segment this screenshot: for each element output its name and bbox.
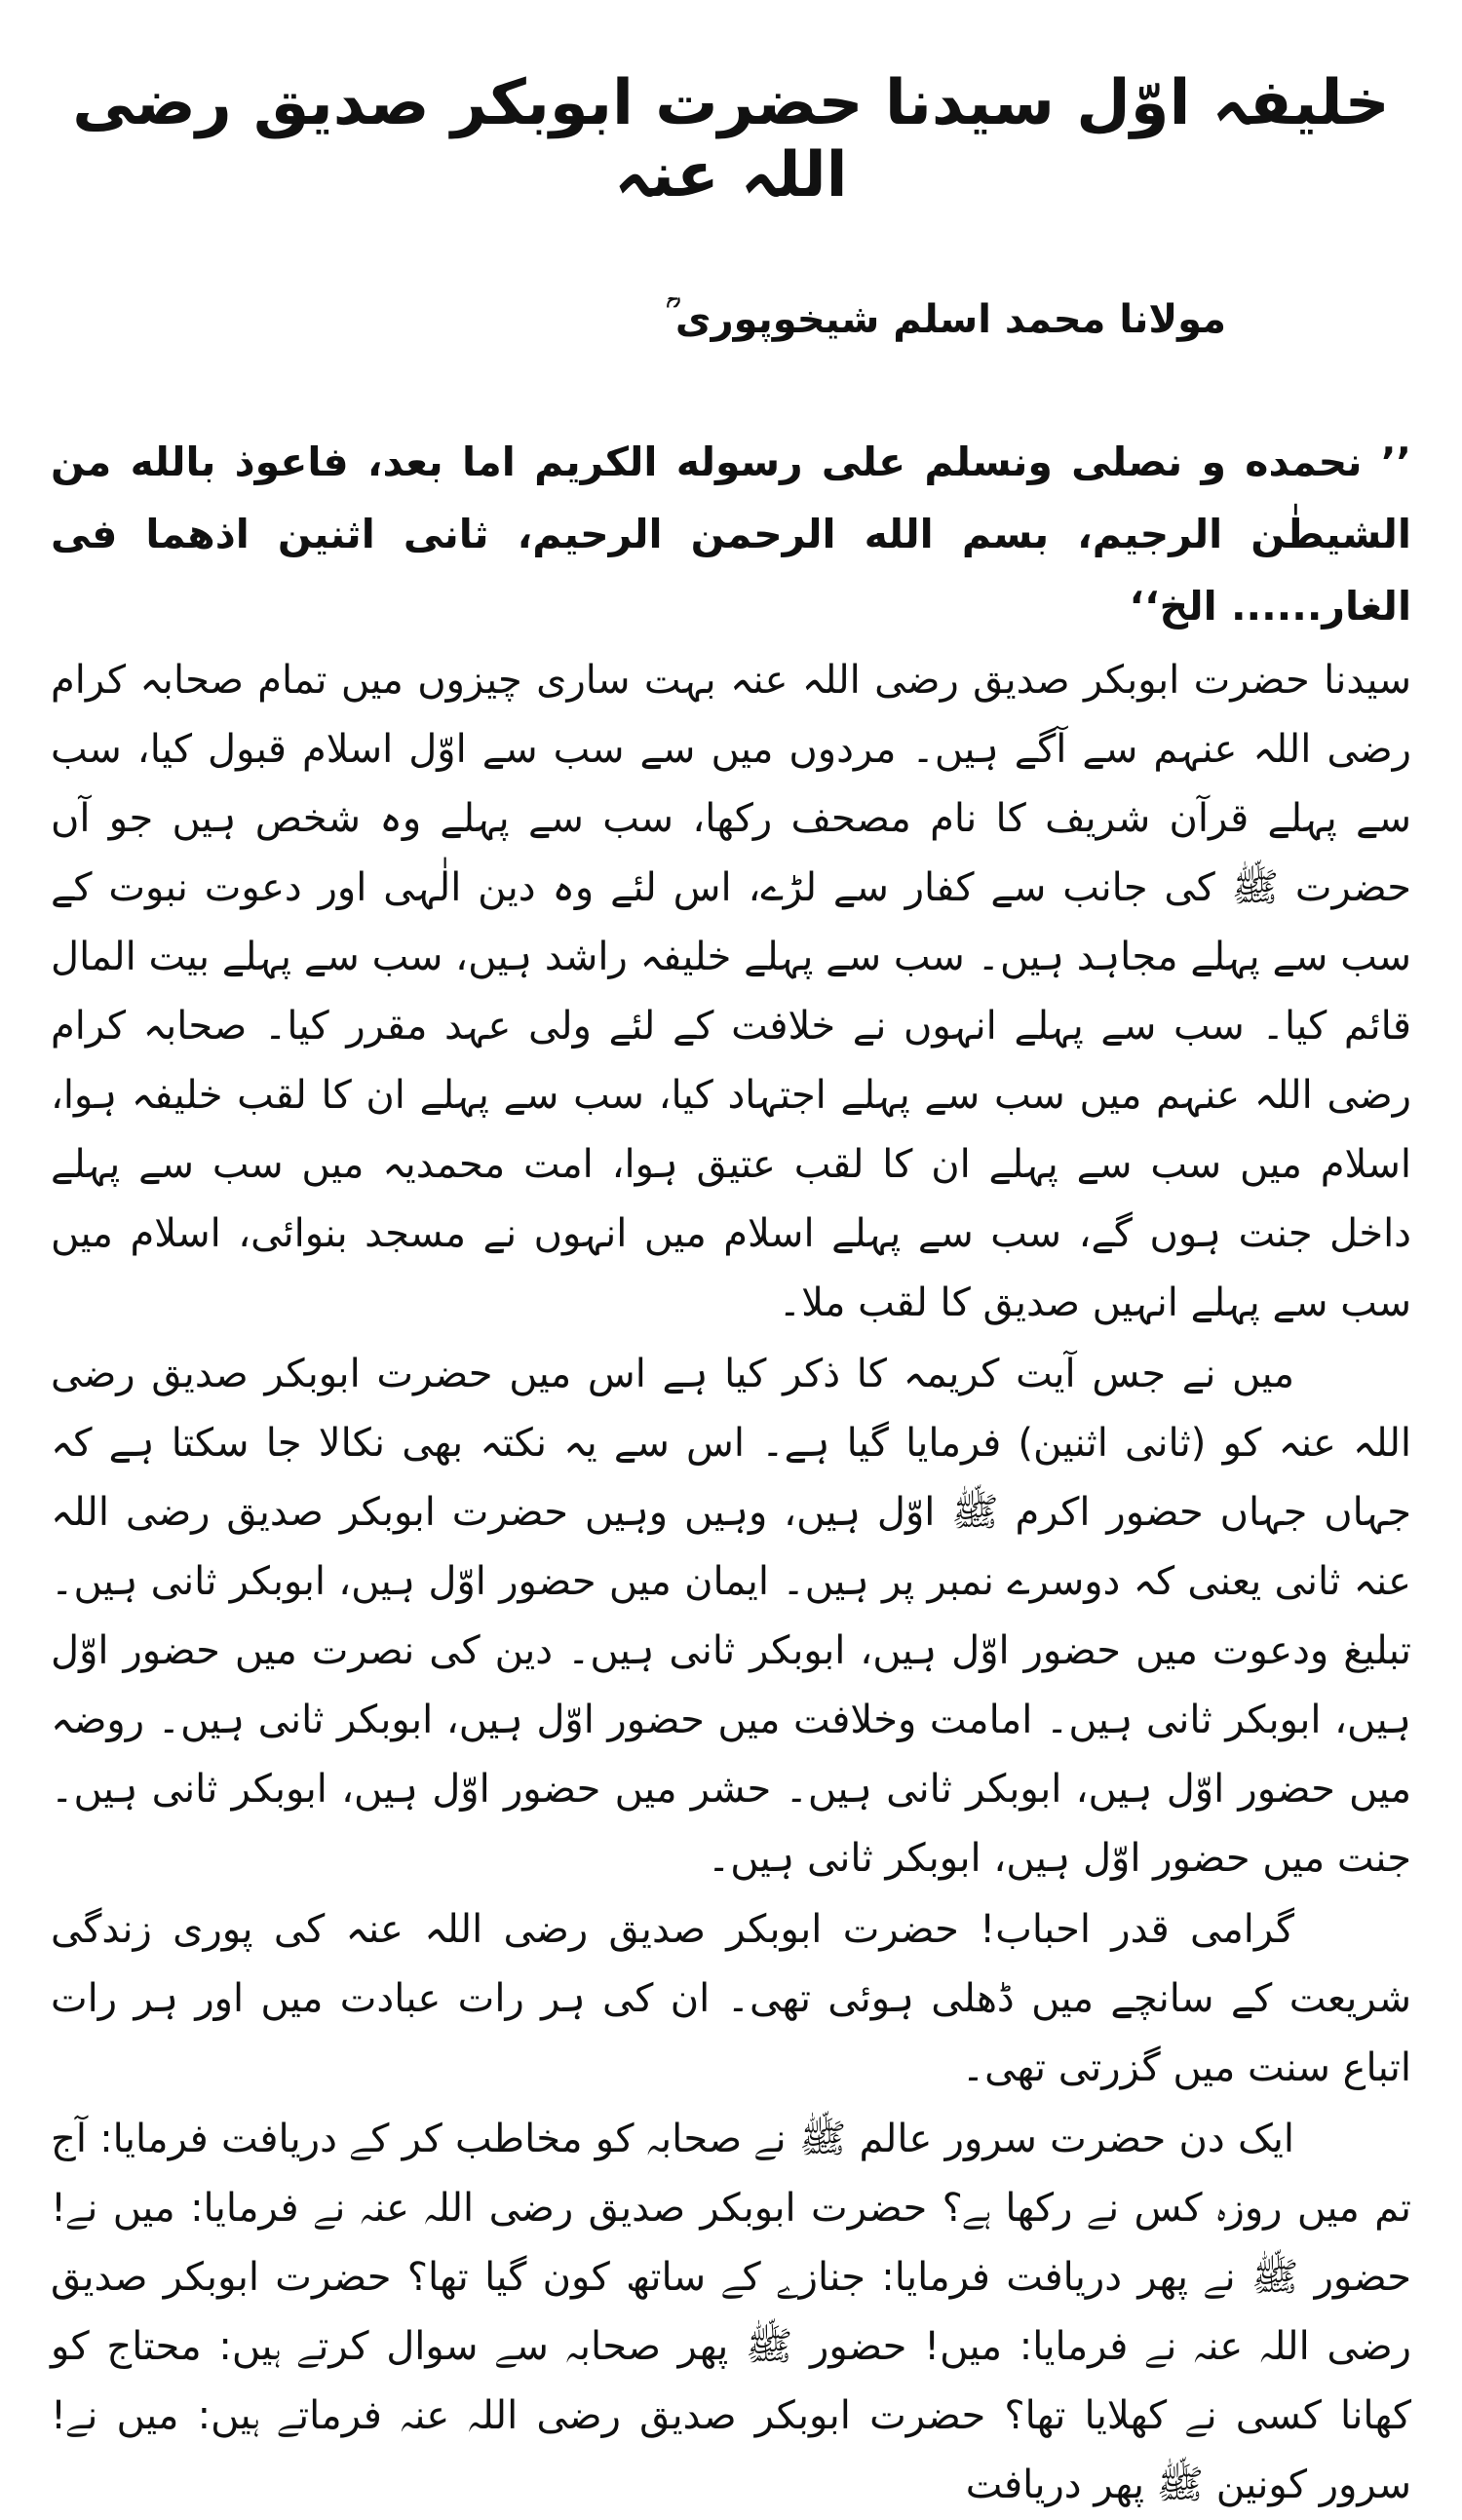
body-paragraph: میں نے جس آیت کریمہ کا ذکر کیا ہے اس میں حضرت ابوبکر صدیق رضی اللہ عنہ کو (ثانی اثنین) فرمایا گیا ہے۔ اس سے یہ نکتہ بھی نکالا جا سکتا ہے کہ جہاں جہاں حضور اکرم ﷺ اوّل ہیں، وہیں وہیں حضرت ابوبکر صدیق رضی اللہ عنہ ثانی یعنی کہ دوسرے نمبر پر ہیں۔ ایمان میں حضور اوّل ہیں، ابوبکر ثانی ہیں۔ تبلیغ ودعوت میں حضور اوّل ہیں، ابوبکر ثانی ہیں۔ دین کی نصرت میں حضور اوّل ہیں، ابوبکر ثانی ہیں۔ امامت وخلافت میں حضور اوّل ہیں، ابوبکر ثانی ہیں۔ روضہ میں حضور اوّل ہیں، ابوبکر ثانی ہیں۔ حشر میں حضور اوّل ہیں، ابوبکر ثانی ہیں۔ جنت میں حضور اوّل ہیں، ابوبکر ثانی ہیں۔ bbox=[51, 1352, 1411, 1882]
arabic-invocation: ’’ نحمده و نصلى ونسلم على رسوله الكريم اما بعد، فاعوذ بالله من الشيطٰن الرجيم، بسم الله الرحمن الرحيم، ثانى اثنين اذهما فى الغار...... الخ‘‘ bbox=[51, 439, 1411, 630]
body-paragraph: گرامی قدر احباب! حضرت ابوبکر صدیق رضی اللہ عنہ کی پوری زندگی شریعت کے سانچے میں ڈھلی ہوئی تھی۔ ان کی ہر رات عبادت میں اور ہر رات اتباع سنت میں گزرتی تھی۔ bbox=[51, 1907, 1411, 2091]
body-paragraph: سیدنا حضرت ابوبکر صدیق رضی اللہ عنہ بہت ساری چیزوں میں تمام صحابہ کرام رضی اللہ عنہم سے آگے ہیں۔ مردوں میں سے سب سے اوّل اسلام قبول کیا، سب سے پہلے قرآن شریف کا نام مصحف رکھا، سب سے پہلے وہ شخص ہیں جو آں حضرت ﷺ کی جانب سے کفار سے لڑے، اس لئے وہ دین الٰہی اور دعوت نبوت کے سب سے پہلے مجاہد ہیں۔ سب سے پہلے خلیفہ راشد ہیں، سب سے پہلے بیت المال قائم کیا۔ سب سے پہلے انہوں نے خلافت کے لئے ولی عہد مقرر کیا۔ صحابہ کرام رضی اللہ عنہم میں سب سے پہلے اجتہاد کیا، سب سے پہلے ان کا لقب خلیفہ ہوا، اسلام میں سب سے پہلے ان کا لقب عتیق ہوا، امت محمدیہ میں سب سے پہلے داخل جنت ہوں گے، سب سے پہلے اسلام میں انہوں نے مسجد بنوائی، اسلام میں سب سے پہلے انہیں صدیق کا لقب ملا۔ bbox=[51, 658, 1411, 1326]
page-title: خلیفہ اوّل سیدنا حضرت ابوبکر صدیق رضی اللہ عنہ bbox=[72, 67, 1390, 211]
author-name: مولانا محمد اسلم شیخوپوری ؒ bbox=[665, 297, 1226, 343]
body-paragraph: ایک دن حضرت سرور عالم ﷺ نے صحابہ کو مخاطب کر کے دریافت فرمایا: آج تم میں روزہ کس نے رکھا ہے؟ حضرت ابوبکر صدیق رضی اللہ عنہ نے فرمایا: میں نے! حضور ﷺ نے پھر دریافت فرمایا: جنازے کے ساتھ کون گیا تھا؟ حضرت ابوبکر صدیق رضی اللہ عنہ نے فرمایا: میں! حضور ﷺ پھر صحابہ سے سوال کرتے ہیں: محتاج کو کھانا کسی نے کھلایا تھا؟ حضرت ابوبکر صدیق رضی اللہ عنہ فرماتے ہیں: میں نے! سرور کونین ﷺ پھر دریافت bbox=[51, 2117, 1411, 2508]
